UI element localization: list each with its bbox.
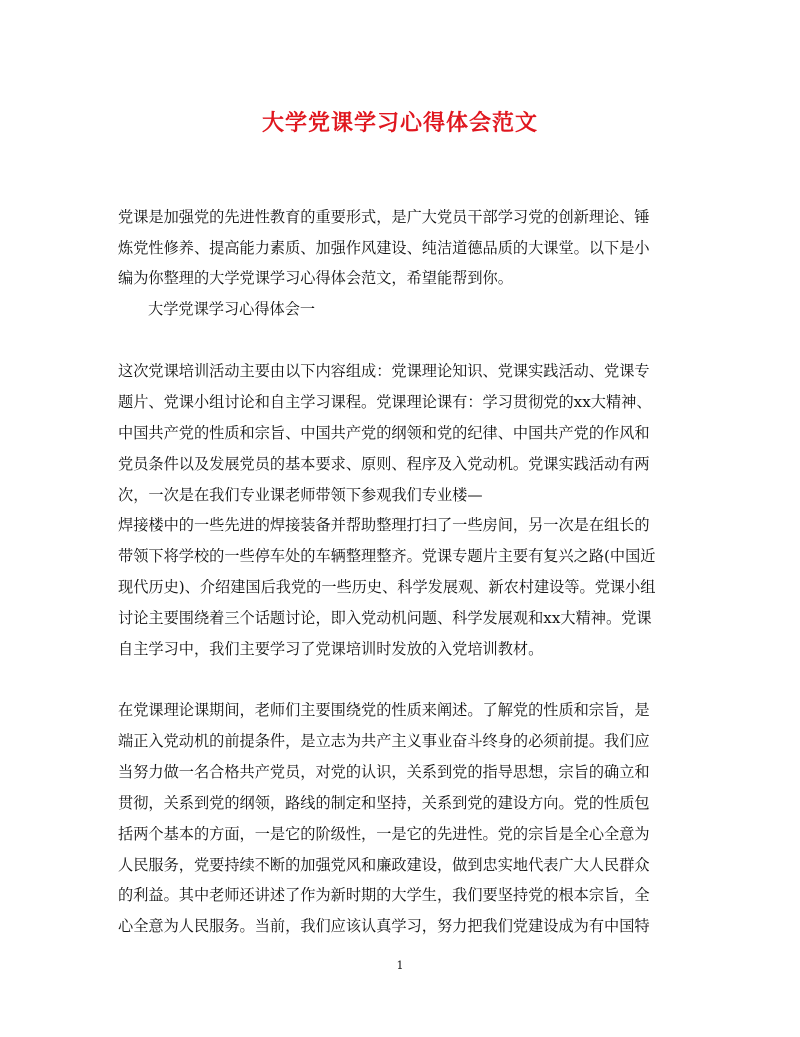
paragraph-1-line: 这次党课培训活动主要由以下内容组成：党课理论知识、党课实践活动、党课专 xyxy=(118,362,650,380)
paragraph-1-line: 焊接楼中的一些先进的焊接装备并帮助整理打扫了一些房间，另一次是在组长的 xyxy=(118,516,650,534)
paragraph-1-line: 自主学习中，我们主要学习了党课培训时发放的入党培训教材。 xyxy=(118,640,544,658)
paragraph-1-line: 带领下将学校的一些停车处的车辆整理整齐。党课专题片主要有复兴之路(中国近 xyxy=(118,547,656,565)
paragraph-2-line: 括两个基本的方面，一是它的阶级性，一是它的先进性。党的宗旨是全心全意为 xyxy=(118,825,650,843)
paragraph-2-line: 的利益。其中老师还讲述了作为新时期的大学生，我们要坚持党的根本宗旨，全 xyxy=(118,886,650,904)
paragraph-2-line: 人民服务，党要持续不断的加强党风和廉政建设，做到忠实地代表广大人民群众 xyxy=(118,856,650,874)
intro-line: 编为你整理的大学党课学习心得体会范文，希望能帮到你。 xyxy=(118,269,513,287)
section-subtitle: 大学党课学习心得体会一 xyxy=(148,300,316,318)
paragraph-2-line: 在党课理论课期间，老师们主要围绕党的性质来阐述。了解党的性质和宗旨，是 xyxy=(118,701,650,719)
intro-line: 党课是加强党的先进性教育的重要形式，是广大党员干部学习党的创新理论、锤 xyxy=(118,208,650,226)
paragraph-2-line: 贯彻，关系到党的纲领，路线的制定和坚持，关系到党的建设方向。党的性质包 xyxy=(118,794,650,812)
paragraph-1-line: 中国共产党的性质和宗旨、中国共产党的纲领和党的纪律、中国共产党的作风和 xyxy=(118,424,650,442)
page-number: 1 xyxy=(396,959,404,972)
intro-line: 炼党性修养、提高能力素质、加强作风建设、纯洁道德品质的大课堂。以下是小 xyxy=(118,239,650,257)
paragraph-1-line: 党员条件以及发展党员的基本要求、原则、程序及入党动机。党课实践活动有两 xyxy=(118,455,650,473)
paragraph-2-line: 端正入党动机的前提条件，是立志为共产主义事业奋斗终身的必须前提。我们应 xyxy=(118,732,650,750)
paragraph-2-line: 心全意为人民服务。当前，我们应该认真学习，努力把我们党建设成为有中国特 xyxy=(118,917,650,935)
paragraph-2-line: 当努力做一名合格共产党员，对党的认识，关系到党的指导思想，宗旨的确立和 xyxy=(118,763,650,781)
paragraph-1-line: 次，一次是在我们专业课老师带领下参观我们专业楼— xyxy=(118,486,483,504)
document-title: 大学党课学习心得体会范文 xyxy=(261,110,538,136)
paragraph-1-line: 现代历史)、介绍建国后我党的一些历史、科学发展观、新农村建设等。党课小组 xyxy=(118,578,656,596)
paragraph-1-line: 讨论主要围绕着三个话题讨论，即入党动机问题、科学发展观和xx大精神。党课 xyxy=(118,609,652,627)
paragraph-1-line: 题片、党课小组讨论和自主学习课程。党课理论课有：学习贯彻党的xx大精神、 xyxy=(118,393,652,411)
